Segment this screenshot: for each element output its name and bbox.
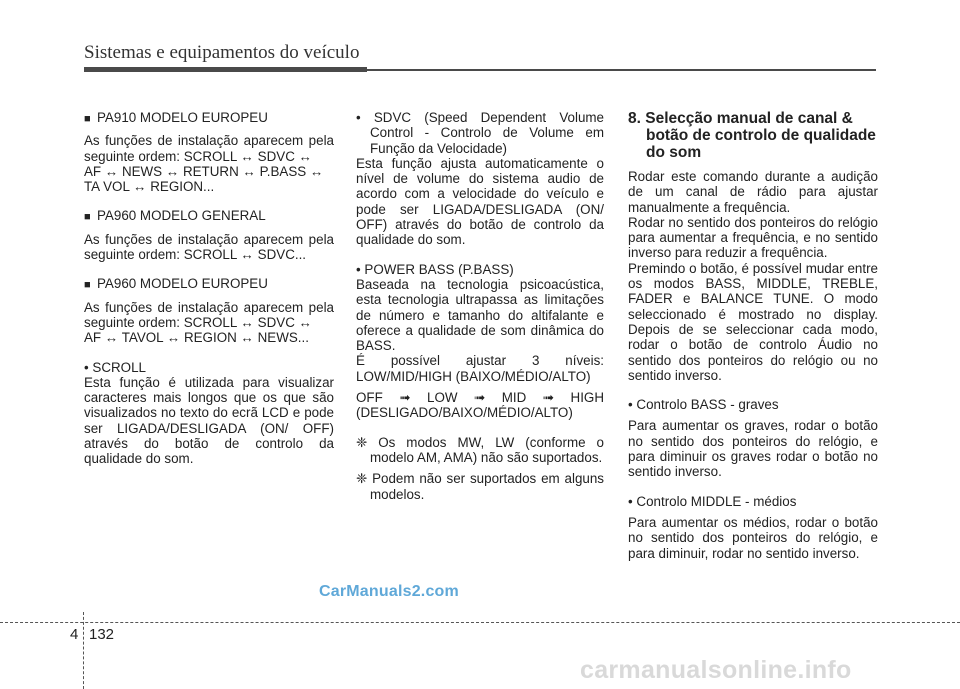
square-bullet-icon: ■ [84, 211, 91, 224]
section-heading-pa910: ■ PA910 MODELO EUROPEU [84, 110, 334, 127]
paragraph: Para aumentar os graves, rodar o botão no sentido dos ponteiros do relógio, e para diminuir os graves rodar o botão no sentido inverso. [628, 418, 878, 480]
note-item: ❈ Os modos MW, LW (conforme o modelo AM, AMA) não são suportados. [356, 434, 604, 465]
header-rule-thin [367, 69, 876, 71]
paragraph: Esta função é utilizada para visualizar caracteres mais longos que os que são visualizados no texto do ecrã LCD e pode ser LIGADA/DESLIGADA (ON/ OFF) através do botão de controlo da qualidade do som. [84, 374, 334, 467]
chapter-number: 4 [70, 626, 79, 643]
note-item: ❈ Podem não ser suportados em alguns modelos. [356, 471, 604, 502]
paragraph: Baseada na tecnologia psicoacústica, esta tecnologia ultrapassa as limitações de número e tamanho do altifalante e oferece a qualidade de som dinâmica do BASS. [356, 276, 604, 354]
header-rule-thick [84, 67, 367, 72]
page-header-title: Sistemas e equipamentos do veículo [84, 42, 360, 63]
bullet-item: • POWER BASS (P.BASS) [356, 261, 514, 277]
column-right [628, 110, 878, 561]
page-number: 132 [89, 626, 115, 643]
section-heading-pa960-europeu: ■ PA960 MODELO EUROPEU [84, 276, 334, 293]
paragraph: É possível ajustar 3 níveis: LOW/MID/HIGH (BAIXO/MÉDIO/ALTO) [356, 353, 604, 384]
paragraph: Rodar no sentido dos ponteiros do relógio para aumentar a frequência, e no sentido inverso para reduzir a frequência. [628, 214, 878, 261]
paragraph: Premindo o botão, é possível mudar entre os modos BASS, MIDDLE, TREBLE, FADER e BALANCE TUNE. O modo seleccionado é mostrado no display. Depois de se seleccionar cada modo, rodar o botão de controlo Áudio no sentido dos ponteiros do relógio ou no sentido inverso. [628, 260, 878, 383]
paragraph: As funções de instalação aparecem pela seguinte ordem: SCROLL ↔ SDVC ↔ AF ↔ NEWS ↔ RETURN ↔ P.BASS ↔ TA VOL ↔ REGION... [84, 133, 334, 195]
footer-dashed-divider [83, 612, 84, 689]
watermark-carmanuals2[interactable]: CarManuals2.com [319, 583, 459, 600]
section-heading-pa960-general: ■ PA960 MODELO GENERAL [84, 208, 334, 225]
bullet-item: • Controlo MIDDLE - médios [628, 493, 797, 509]
column-middle [356, 110, 604, 502]
bullet-item: • SDVC (Speed Dependent Volume Control - Controlo de Volume em Função da Velocidade) [356, 110, 604, 156]
paragraph: As funções de instalação aparecem pela seguinte ordem: SCROLL ↔ SDVC ↔ AF ↔ TAVOL ↔ REGION ↔ NEWS... [84, 299, 334, 346]
paragraph: As funções de instalação aparecem pela seguinte ordem: SCROLL ↔ SDVC... [84, 231, 334, 263]
square-bullet-icon: ■ [84, 113, 91, 125]
section-title: 8. Selecção manual de canal & botão de controlo de qualidade do som [628, 110, 876, 161]
paragraph: Esta função ajusta automaticamente o nível de volume do sistema audio de acordo com a velocidade do veículo e pode ser LIGADA/DESLIGADA (ON/ OFF) através do botão de controlo da qualidade do som. [356, 155, 604, 248]
bullet-item: • Controlo BASS - graves [628, 397, 779, 413]
paragraph: OFF ➟ LOW ➟ MID ➟ HIGH (DESLIGADO/BAIXO/MÉDIO/ALTO) [356, 390, 604, 421]
watermark-carmanualsonline: carmanualsonline.info [580, 656, 852, 684]
paragraph: Para aumentar os médios, rodar o botão no sentido dos ponteiros do relógio, e para diminuir, rodar no sentido inverso. [628, 514, 878, 561]
footer-dashed-rule [0, 622, 960, 623]
bullet-item: • SCROLL [84, 359, 146, 375]
paragraph: Rodar este comando durante a audição de um canal de rádio para ajustar manualmente a frequência. [628, 169, 878, 215]
square-bullet-icon: ■ [84, 279, 91, 292]
column-left [84, 110, 334, 467]
